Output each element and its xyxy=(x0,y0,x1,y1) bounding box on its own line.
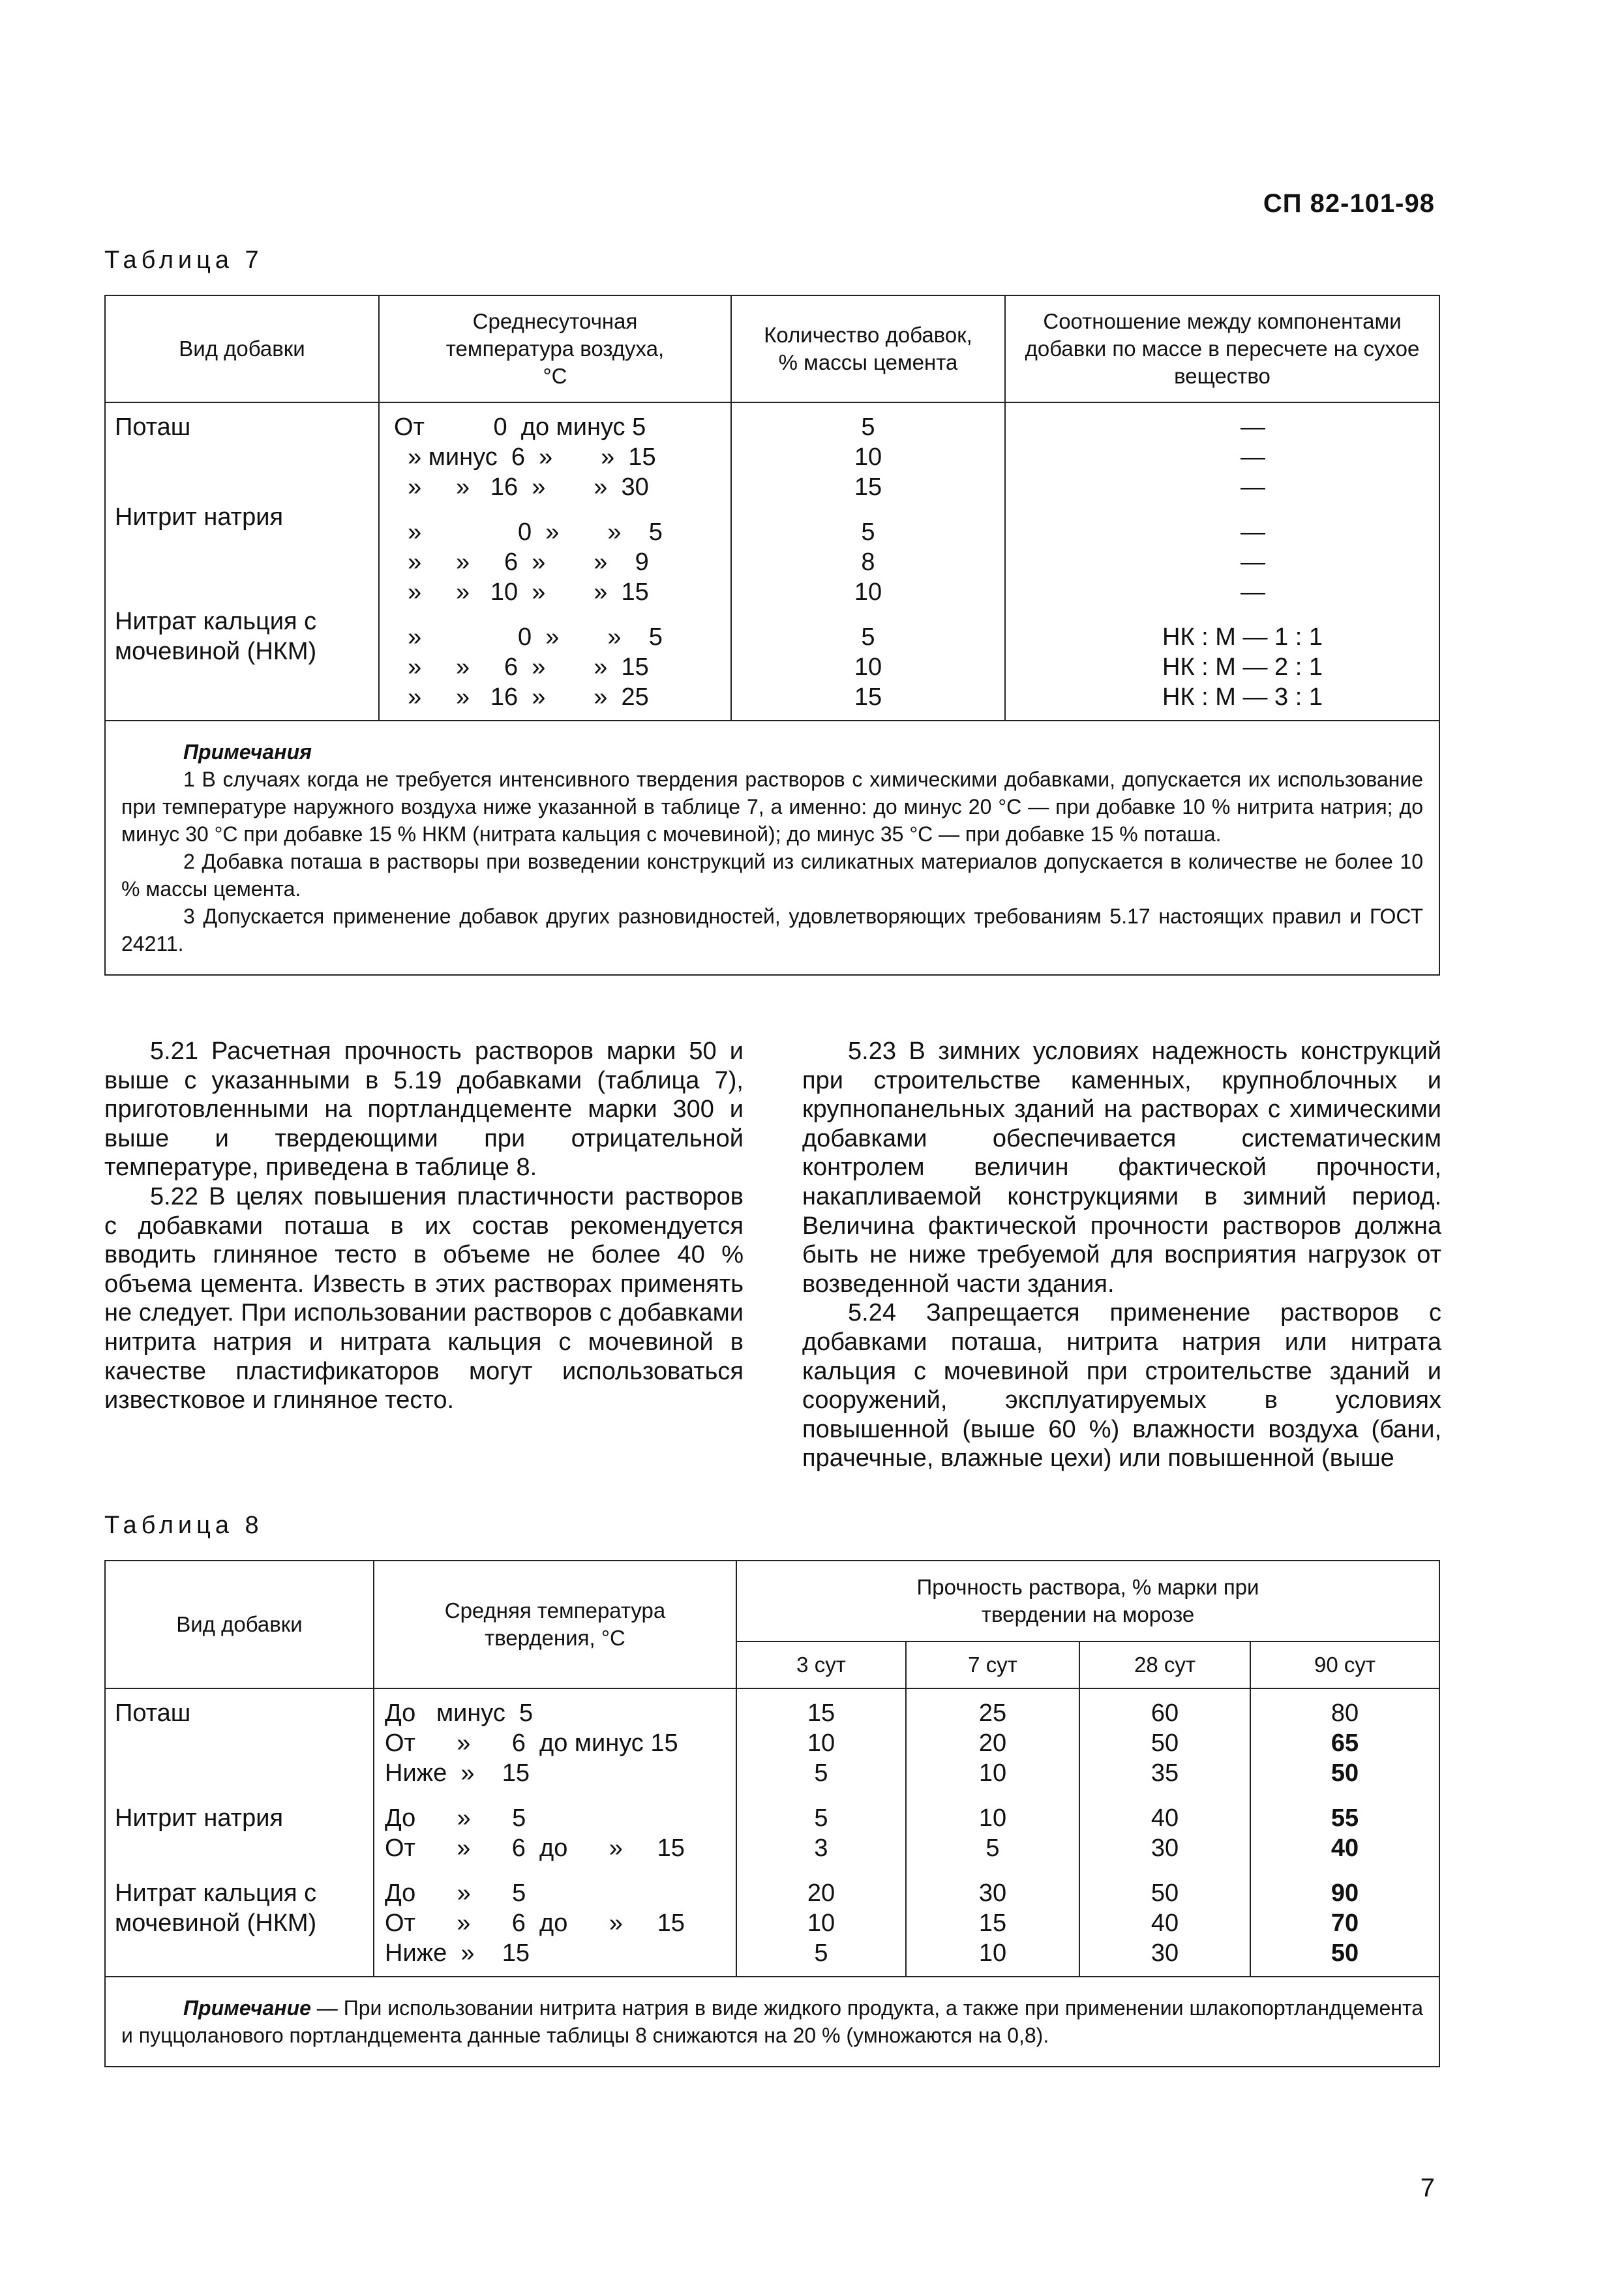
t8-temp-line: От » 6 до минус 15 xyxy=(385,1729,678,1757)
t7-amount-value: 5 xyxy=(861,413,875,441)
t7-note-3: 3 Допускается применение добавок других разновидностей, удовлетворяющих требованиям 5.17 настоящих правил и ГОСТ 24211. xyxy=(121,905,1423,955)
t8-value: 5 xyxy=(814,1939,828,1967)
t8-header-28d: 28 сут xyxy=(1079,1641,1250,1688)
t7-amount-value: 15 xyxy=(854,473,882,501)
t8-value: 20 xyxy=(978,1729,1007,1757)
t8-value: 10 xyxy=(807,1909,835,1937)
t8-value: 90 xyxy=(1331,1879,1359,1907)
t8-value: 10 xyxy=(978,1759,1007,1787)
t8-temp-line: От » 6 до » 15 xyxy=(385,1834,685,1862)
t8-value: 10 xyxy=(978,1939,1007,1967)
t8-value: 5 xyxy=(985,1834,1000,1862)
t8-value: 35 xyxy=(1150,1759,1179,1787)
t7-ratio-value: — xyxy=(1241,443,1265,471)
paragraph-5-21: 5.21 Расчетная прочность растворов марки 50 и выше с указанными в 5.19 добавками (таблица 7), приготовленными на портландцементе марки 300 и выше и твердеющими при отрицательной температуре, приведена в таблице 8. xyxy=(104,1038,744,1182)
t8-temp-line: От » 6 до » 15 xyxy=(385,1909,685,1937)
t8-value: 15 xyxy=(807,1700,835,1727)
t8-temp-line: До минус 5 xyxy=(385,1700,534,1727)
t8-value: 30 xyxy=(978,1879,1007,1907)
t8-header-7d: 7 сут xyxy=(906,1641,1079,1688)
t8-note-title: Примечание xyxy=(183,1996,311,2020)
t7-amount-value: 5 xyxy=(861,518,875,546)
t7-temp-line: » » 10 » » 15 xyxy=(394,578,649,606)
t7-temp-line: » » 6 » » 9 xyxy=(394,548,649,576)
t7-kind-nitrite: Нитрит натрия xyxy=(115,503,284,531)
t8-value: 5 xyxy=(814,1759,828,1787)
t8-note-text: — При использовании нитрита натрия в виде жидкого продукта, а также при применении шлакопортландцемента и пуццоланового портландцемента данные таблицы 8 снижаются на 20 % (умножаются на 0,8). xyxy=(121,1996,1424,2047)
t8-28d-cell xyxy=(1079,1688,1250,1977)
t8-value: 50 xyxy=(1150,1879,1179,1907)
t7-temp-line: » » 6 » » 15 xyxy=(394,653,649,681)
t7-header-temp: Среднесуточная температура воздуха, °С xyxy=(379,295,731,402)
t7-temp-line: » минус 6 » » 15 xyxy=(394,443,656,471)
t7-amount-value: 10 xyxy=(854,443,882,471)
t7-ratio-value: НК : М — 1 : 1 xyxy=(1162,623,1323,651)
paragraph-5-22: 5.22 В целях повышения пластичности растворов с добавками поташа в их состав рекомендуется вводить глиняное тесто в объеме не более 40 % объема цемента. Известь в этих растворах применять не следует. При использовании растворов с добавками нитрита натрия и нитрата кальция с мочевиной в качестве пластификаторов могут использоваться известковое и глиняное тесто. xyxy=(104,1182,744,1415)
t8-value: 40 xyxy=(1150,1804,1179,1832)
t7-notes-title: Примечания xyxy=(183,740,312,764)
t7-amount-value: 8 xyxy=(861,548,875,576)
t8-value: 60 xyxy=(1150,1700,1179,1727)
t7-amount-value: 5 xyxy=(861,623,875,651)
t7-ratio-value: НК : М — 3 : 1 xyxy=(1162,683,1323,711)
t7-ratio-value: — xyxy=(1241,473,1265,501)
t7-temp-line: » » 16 » » 25 xyxy=(394,683,649,711)
t8-value: 55 xyxy=(1331,1804,1359,1832)
t7-ratio-value: — xyxy=(1241,578,1265,606)
t8-value: 50 xyxy=(1150,1729,1179,1757)
t8-value: 30 xyxy=(1150,1939,1179,1967)
t7-ratio-value: — xyxy=(1241,548,1265,576)
t7-amount-cell xyxy=(731,402,1005,721)
t8-kind-nitrite: Нитрит натрия xyxy=(115,1804,284,1832)
t8-value: 40 xyxy=(1150,1909,1179,1937)
t7-kind-cell xyxy=(105,402,379,721)
table-7 xyxy=(104,295,1440,976)
t8-7d-cell xyxy=(906,1688,1079,1977)
t7-notes xyxy=(105,721,1439,975)
t8-value: 20 xyxy=(807,1879,835,1907)
t7-header-ratio: Соотношение между компонентами добавки по массе в пересчете на сухое вещество xyxy=(1005,295,1439,402)
t7-header-amount: Количество добавок, % массы цемента xyxy=(731,295,1005,402)
t8-temp-line: До » 5 xyxy=(385,1879,526,1907)
t8-3d-cell xyxy=(736,1688,906,1977)
t8-value: 3 xyxy=(814,1834,828,1862)
t8-value: 65 xyxy=(1331,1729,1359,1757)
t8-kind-potash: Поташ xyxy=(115,1700,191,1727)
t7-temp-line: » 0 » » 5 xyxy=(394,518,663,546)
t8-value: 10 xyxy=(978,1804,1007,1832)
t7-amount-value: 10 xyxy=(854,653,882,681)
t7-header-kind: Вид добавки xyxy=(105,295,379,402)
t8-header-temp: Средняя температура твердения, °С xyxy=(374,1561,736,1688)
t8-value: 30 xyxy=(1150,1834,1179,1862)
t8-value: 25 xyxy=(978,1700,1007,1727)
t7-temp-line: » 0 » » 5 xyxy=(394,623,663,651)
t8-temp-line: Ниже » 15 xyxy=(385,1759,530,1787)
body-column-left xyxy=(104,1037,744,1415)
document-code: СП 82-101-98 xyxy=(1263,189,1435,218)
t8-value: 80 xyxy=(1331,1700,1359,1727)
t8-header-3d: 3 сут xyxy=(736,1641,906,1688)
t8-kind-cell xyxy=(105,1688,374,1977)
t7-temp-line: От 0 до минус 5 xyxy=(394,413,646,441)
t8-note xyxy=(105,1977,1439,2067)
t8-header-strength: Прочность раствора, % марки при твердении на морозе xyxy=(736,1561,1439,1641)
t7-amount-value: 15 xyxy=(854,683,882,711)
t8-value: 10 xyxy=(807,1729,835,1757)
t8-temp-cell xyxy=(374,1688,736,1977)
t7-temp-cell xyxy=(379,402,731,721)
t8-value: 40 xyxy=(1331,1834,1359,1862)
t8-header-kind: Вид добавки xyxy=(105,1561,374,1688)
t7-temp-line: » » 16 » » 30 xyxy=(394,473,649,501)
t8-kind-nkm: Нитрат кальция с мочевиной (НКМ) xyxy=(115,1879,317,1937)
table-8-caption: Таблица 8 xyxy=(104,1512,263,1539)
t8-temp-line: До » 5 xyxy=(385,1804,526,1832)
t8-value: 50 xyxy=(1331,1939,1359,1967)
paragraph-5-23: 5.23 В зимних условиях надежность конструкций при строительстве каменных, крупноблочных и крупнопанельных зданий на растворах с химическими добавками обеспечивается систематическим контролем величин фактической прочности, накапливаемой конструкциями в зимний период. Величина фактической прочности растворов должна быть не ниже требуемой для восприятия нагрузок от возведенной части здания. xyxy=(802,1038,1441,1298)
t7-ratio-value: — xyxy=(1241,413,1265,441)
table-8 xyxy=(104,1560,1440,2067)
page-number: 7 xyxy=(1420,2174,1435,2202)
t7-kind-nkm: Нитрат кальция с мочевиной (НКМ) xyxy=(115,608,317,665)
body-column-right xyxy=(802,1037,1441,1473)
t7-note-2: 2 Добавка поташа в растворы при возведении конструкций из силикатных материалов допускается в количестве не более 10 % массы цемента. xyxy=(121,850,1423,901)
t8-value: 70 xyxy=(1331,1909,1359,1937)
t8-90d-cell xyxy=(1250,1688,1439,1977)
t8-value: 50 xyxy=(1331,1759,1359,1787)
t8-value: 5 xyxy=(814,1804,828,1832)
t7-ratio-value: НК : М — 2 : 1 xyxy=(1162,653,1323,681)
paragraph-5-24: 5.24 Запрещается применение растворов с добавками поташа, нитрита натрия или нитрата кальция с мочевиной при строительстве зданий и сооружений, эксплуатируемых в условиях повышенной (выше 60 %) влажности воздуха (бани, прачечные, влажные цехи) или повышенной (выше xyxy=(802,1299,1441,1473)
t7-amount-value: 10 xyxy=(854,578,882,606)
t7-ratio-cell xyxy=(1005,402,1439,721)
t7-ratio-value: — xyxy=(1241,518,1265,546)
t8-temp-line: Ниже » 15 xyxy=(385,1939,530,1967)
t8-header-90d: 90 сут xyxy=(1250,1641,1439,1688)
table-7-caption: Таблица 7 xyxy=(104,247,263,274)
t7-kind-potash: Поташ xyxy=(115,413,191,441)
t7-note-1: 1 В случаях когда не требуется интенсивного твердения растворов с химическими добавками, допускается их использование при температуре наружного воздуха ниже указанной в таблице 7, а именно: до минус 20 °С — при добавке 10 % нитрита натрия; до минус 30 °С при добавке 15 % НКМ (нитрата кальция с мочевиной); до минус 35 °С — при добавке 15 % поташа. xyxy=(121,768,1423,846)
t8-value: 15 xyxy=(978,1909,1007,1937)
